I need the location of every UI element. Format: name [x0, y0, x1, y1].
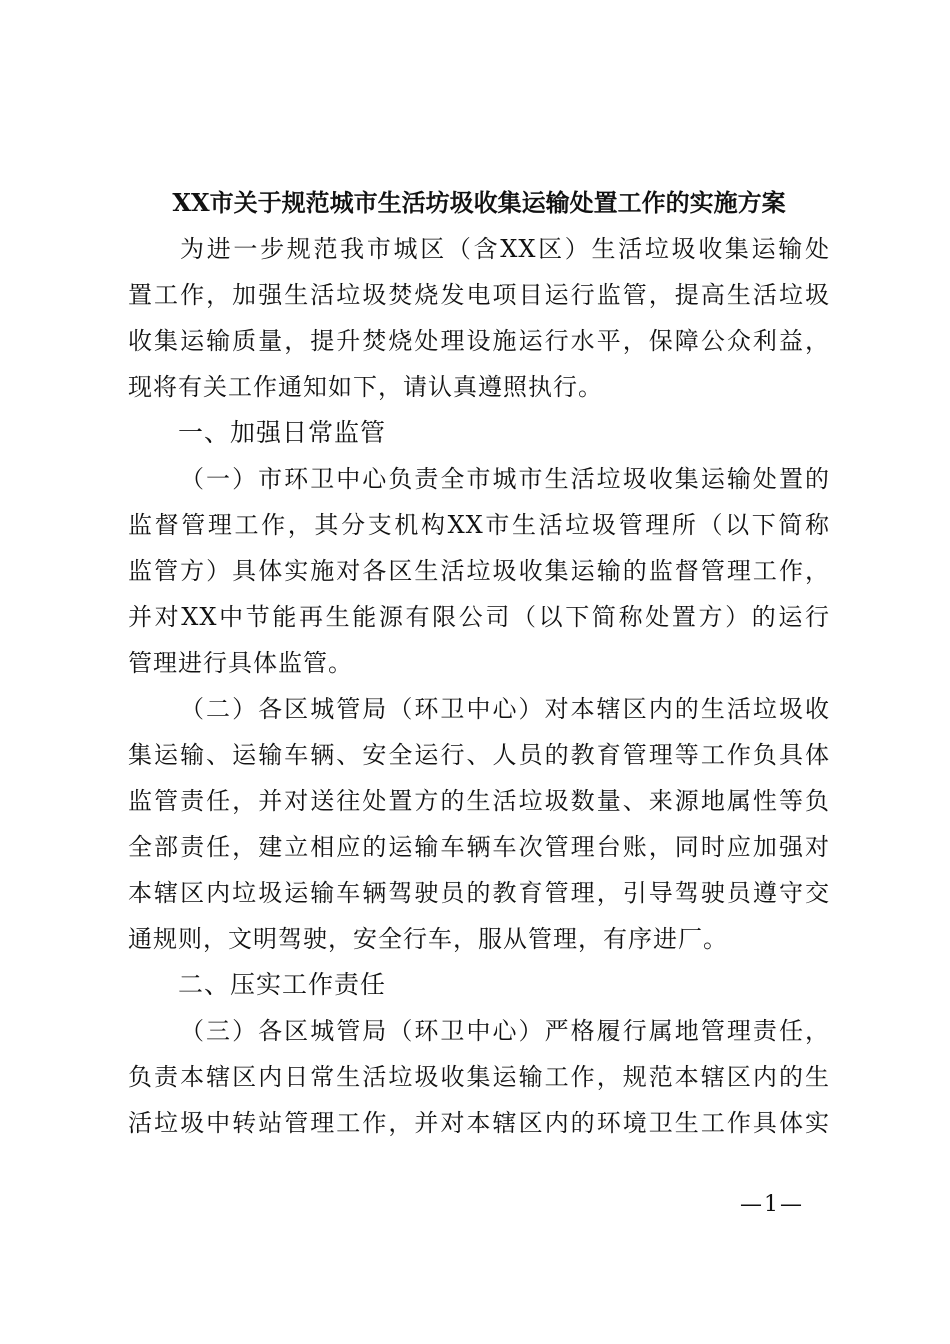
- text-line: 通规则，文明驾驶，安全行车，服从管理，有序进厂。: [128, 925, 728, 953]
- text-line: 全部责任，建立相应的运输车辆车次管理台账，同时应加强对: [128, 833, 830, 861]
- document-body: [128, 180, 830, 1146]
- text-line: 并对XX中节能再生能源有限公司（以下简称处置方）的运行: [128, 603, 830, 631]
- text-line: 现将有关工作通知如下，请认真遵照执行。: [128, 373, 603, 401]
- text-line: 集运输、运输车辆、安全运行、人员的教育管理等工作负具体: [128, 741, 830, 769]
- text-line: 收集运输质量，提升焚烧处理设施运行水平，保障公众利益，: [128, 327, 830, 355]
- text-line: 负责本辖区内日常生活垃圾收集运输工作，规范本辖区内的生: [128, 1063, 830, 1091]
- paragraph-3: [128, 1008, 830, 1146]
- text-line: 活垃圾中转站管理工作，并对本辖区内的环境卫生工作具体实: [128, 1109, 830, 1137]
- text-line: 本辖区内垃圾运输车辆驾驶员的教育管理，引导驾驶员遵守交: [128, 879, 830, 907]
- document-title: XX市关于规范城市生活坊圾收集运输处置工作的实施方案: [172, 188, 786, 217]
- text-line: （三）各区城管局（环卫中心）严格履行属地管理责任，: [180, 1017, 830, 1045]
- section-heading-2: 二、压实工作责任: [178, 970, 387, 999]
- text-line: （二）各区城管局（环卫中心）对本辖区内的生活垃圾收: [180, 695, 830, 723]
- paragraph-1: [128, 456, 830, 686]
- paragraph-2: [128, 686, 830, 962]
- text-line: 监管方）具体实施对各区生活垃圾收集运输的监督管理工作，: [128, 557, 830, 585]
- section-heading-1: 一、加强日常监管: [178, 418, 387, 447]
- text-line: 为进一步规范我市城区（含XX区）生活垃圾收集运输处: [180, 235, 830, 263]
- text-line: 监管责任，并对送往处置方的生活垃圾数量、来源地属性等负: [128, 787, 830, 815]
- text-line: 监督管理工作，其分支机构XX市生活垃圾管理所（以下简称: [128, 511, 830, 539]
- page-number: —1—: [740, 1192, 804, 1217]
- text-line: （一）市环卫中心负责全市城市生活垃圾收集运输处置的: [180, 465, 830, 493]
- intro-paragraph: [128, 226, 830, 410]
- text-line: 管理进行具体监管。: [128, 649, 353, 677]
- text-line: 置工作，加强生活垃圾焚烧发电项目运行监管，提高生活垃圾: [128, 281, 830, 309]
